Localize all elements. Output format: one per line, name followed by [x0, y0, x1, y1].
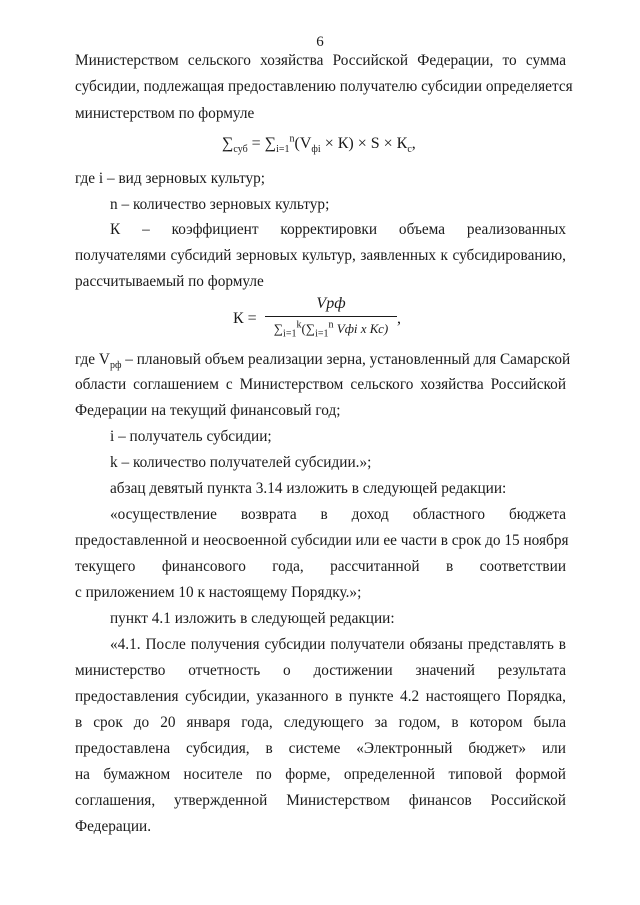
text-line: предоставления субсидии, указанного в пункте 4.2 настоящего Порядка,	[75, 688, 566, 705]
text-line: Министерством сельского хозяйства Российской Федерации, то сумма	[75, 52, 566, 69]
fraction-bar	[265, 316, 397, 317]
text-line: пункт 4.1 изложить в следующей редакции:	[110, 610, 395, 627]
text-line: с приложением 10 к настоящему Порядку.»;	[75, 584, 362, 601]
fraction-denominator: $\sum_{i=1}^k(\sum_{i=1}^n$ Vфi x Кс)	[273, 319, 389, 340]
text-line: k – количество получателей субсидии.»;	[110, 454, 372, 471]
fraction	[265, 293, 397, 339]
text-line: i – получатель субсидии;	[110, 428, 272, 445]
text-line: Федерации.	[75, 818, 152, 835]
text-line: предоставлена субсидия, в системе «Электронный бюджет» или	[75, 740, 566, 757]
text-line: где $V_{рф}$ – плановый объем реализации зерна, установленный для Самарской	[75, 351, 571, 372]
text-line: «4.1. После получения субсидии получатели обязаны представлять в	[110, 636, 566, 653]
subsidy-formula: $\sum_{суб} = \sum_{i=1}^n(V_{фi} \times К) \times S \times К_с$,	[222, 133, 416, 156]
text-line: предоставленной и неосвоенной субсидии или ее части в срок до 15 ноября	[75, 532, 569, 549]
text-line: соглашения, утвержденной Министерством финансов Российской	[75, 792, 566, 809]
text-line: субсидии, подлежащая предоставлению получателю субсидии определяется	[75, 78, 573, 95]
text-line: n – количество зерновых культур;	[110, 196, 330, 213]
text-line: абзац девятый пункта 3.14 изложить в следующей редакции:	[110, 480, 507, 497]
text-line: Федерации на текущий финансовый год;	[75, 402, 341, 419]
text-line: где i – вид зерновых культур;	[75, 170, 266, 187]
text-line: министерством по формуле	[75, 105, 255, 122]
text-line: рассчитываемый по формуле	[75, 273, 264, 290]
document-page: 6 Министерством сельского хозяйства Российской Федерации, то сумма субсидии, подлежащая предоставлению получателю субсидии определяется министерством по формуле $\sum_{суб} = \sum_{i=1}^n(V_{фi} \times К) \times S \times К_с$, где i – вид зерновых культур; n – количество зерновых культур; К – коэффициент корректировки объема реализованных получателями субсидий зерновых культур, заявленных к субсидированию, рассчитываемый по формуле К = Vрф $\sum_{i=1}^k(\sum_{i=1}^n$ Vфi x Кс) , где $V_{рф}$ – плановый объем реализации зерна, установленный для Самарской области соглашением с Министерством сельского хозяйства Российской Федерации на текущий финансовый год; i – получатель субсидии; k – количество получателей субсидии.»; абзац девятый пункта 3.14 изложить в следующей редакции: «осуществление возврата в доход областного бюджета предоставленной и неосвоенной субсидии или ее части в срок до 15 ноября текущего финансового года, рассчитанной в соответствии с приложением 10 к настоящему Порядку.»; пункт 4.1 изложить в следующей редакции: «4.1. После получения субсидии получатели обязаны представлять в министерство отчетность о достижении значений результата предоставления субсидии, указанного в пункте 4.2 настоящего Порядка, в срок до 20 января года, следующего за годом, в котором была предоставлена субсидия, в системе «Электронный бюджет» или на бумажном носителе по форме, определенной типовой формой соглашения, утвержденной Министерством финансов Российской Федерации.	[0, 0, 640, 905]
text-line: «осуществление возврата в доход областного бюджета	[110, 506, 566, 523]
text-line: министерство отчетность о достижении значений результата	[75, 662, 566, 679]
page-number: 6	[316, 34, 324, 50]
text-line: текущего финансового года, рассчитанной в соответствии	[75, 558, 566, 575]
text-line: области соглашением с Министерством сельского хозяйства Российской	[75, 376, 566, 393]
text-line: получателями субсидий зерновых культур, заявленных к субсидированию,	[75, 247, 566, 264]
text-line: в срок до 20 января года, следующего за годом, в котором была	[75, 714, 566, 731]
text-line: на бумажном носителе по форме, определенной типовой формой	[75, 766, 566, 783]
text-line: К – коэффициент корректировки объема реализованных	[110, 221, 566, 238]
fraction-numerator: Vрф	[316, 295, 346, 312]
